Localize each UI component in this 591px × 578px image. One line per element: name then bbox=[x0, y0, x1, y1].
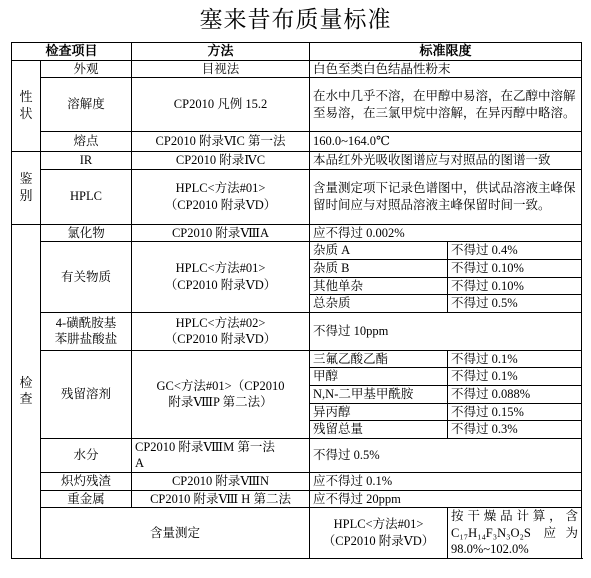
table-row bbox=[12, 152, 582, 170]
category-properties bbox=[12, 60, 41, 152]
sub-item-limit: 不得过 0.1% bbox=[448, 368, 582, 386]
method-line: A bbox=[135, 456, 145, 471]
method-line: （CP2010 附录ⅤD） bbox=[322, 533, 435, 548]
table-row bbox=[12, 78, 582, 132]
item-name: 熔点 bbox=[41, 132, 132, 152]
method-line: GC<方法#01>（CP2010 bbox=[156, 378, 285, 393]
method-line: HPLC<方法#01> bbox=[175, 261, 266, 276]
item-method: CP2010 附录ⅧN bbox=[132, 472, 310, 490]
item-name: IR bbox=[41, 152, 132, 170]
sub-item-name: N,N-二甲基甲酰胺 bbox=[310, 385, 448, 403]
sub-item-limit: 不得过 0.15% bbox=[448, 403, 582, 421]
item-limit: 应不得过 20ppm bbox=[310, 490, 582, 508]
method-line: HPLC<方法#01> bbox=[175, 181, 266, 196]
method-line: （CP2010 附录ⅤD） bbox=[164, 197, 277, 212]
item-limit: 应不得过 0.1% bbox=[310, 472, 582, 490]
item-name: 水分 bbox=[41, 438, 132, 472]
sub-item-limit: 不得过 0.088% bbox=[448, 385, 582, 403]
item-limit: 在水中几乎不溶，在甲醇中易溶，在乙醇中溶解至易溶，在三氯甲烷中溶解，在异丙醇中略溶。 bbox=[310, 78, 582, 132]
document-title: 塞来昔布质量标准 bbox=[199, 7, 392, 33]
table-row bbox=[12, 472, 582, 490]
table-row bbox=[12, 312, 582, 350]
table-row bbox=[12, 490, 582, 508]
table-row bbox=[12, 350, 582, 368]
sub-item-name: 残留总量 bbox=[310, 421, 448, 439]
item-method bbox=[132, 242, 310, 312]
sub-item-limit: 不得过 0.1% bbox=[448, 350, 582, 368]
item-method bbox=[132, 169, 310, 224]
item-method bbox=[310, 508, 448, 559]
item-limit: 白色至类白色结晶性粉末 bbox=[310, 60, 582, 78]
table-row bbox=[12, 438, 582, 472]
item-name: HPLC bbox=[41, 169, 132, 224]
item-name: 炽灼残渣 bbox=[41, 472, 132, 490]
item-method bbox=[132, 438, 310, 472]
name-line: 苯肼盐酸盐 bbox=[54, 332, 118, 347]
item-name: 含量测定 bbox=[41, 508, 310, 559]
category-label: 鉴别 bbox=[19, 171, 33, 203]
category-tests bbox=[12, 224, 41, 558]
sub-item-limit: 不得过 0.3% bbox=[448, 421, 582, 439]
item-method: CP2010 附录ⅧA bbox=[132, 224, 310, 242]
item-name: 重金属 bbox=[41, 490, 132, 508]
table-row bbox=[12, 242, 582, 260]
category-label: 性状 bbox=[19, 89, 33, 121]
item-name: 外观 bbox=[41, 60, 132, 78]
method-line: CP2010 附录ⅧM 第一法 bbox=[135, 439, 275, 454]
item-limit: 不得过 10ppm bbox=[310, 312, 582, 350]
sub-item-limit: 不得过 0.4% bbox=[448, 242, 582, 260]
item-name: 残留溶剂 bbox=[41, 350, 132, 438]
header-item: 检查项目 bbox=[12, 43, 132, 61]
method-line: （CP2010 附录ⅤD） bbox=[164, 332, 277, 347]
method-line: 附录ⅧP 第二法） bbox=[168, 395, 273, 410]
method-line: HPLC<方法#01> bbox=[333, 517, 424, 532]
sub-item-name: 甲醇 bbox=[310, 368, 448, 386]
table-row bbox=[12, 169, 582, 224]
item-method: CP2010 附录Ⅷ H 第二法 bbox=[132, 490, 310, 508]
table-row bbox=[12, 224, 582, 242]
item-limit: 本品红外光吸收图谱应与对照品的图谱一致 bbox=[310, 152, 582, 170]
sub-item-limit: 不得过 0.10% bbox=[448, 259, 582, 277]
sub-item-limit: 不得过 0.5% bbox=[448, 295, 582, 313]
sub-item-name: 杂质 B bbox=[310, 259, 448, 277]
sub-item-name: 三氟乙酸乙酯 bbox=[310, 350, 448, 368]
item-method: CP2010 凡例 15.2 bbox=[132, 78, 310, 132]
sub-item-name: 其他单杂 bbox=[310, 277, 448, 295]
item-limit: 160.0~164.0℃ bbox=[310, 132, 582, 152]
name-line: 4-磺酰胺基 bbox=[55, 315, 117, 330]
item-method: CP2010 附录ⅣC bbox=[132, 152, 310, 170]
category-label: 检查 bbox=[19, 374, 33, 407]
method-line: HPLC<方法#02> bbox=[175, 315, 266, 330]
item-method bbox=[132, 350, 310, 438]
item-limit: 按干燥品计算，含 C₁₇H₁₄F₃N₃O₂S 应为 98.0%~102.0% bbox=[448, 508, 582, 559]
category-identification bbox=[12, 152, 41, 225]
item-limit: 应不得过 0.002% bbox=[310, 224, 582, 242]
table-row bbox=[12, 132, 582, 152]
item-name: 有关物质 bbox=[41, 242, 132, 312]
table-row bbox=[12, 508, 582, 559]
sub-item-name: 杂质 A bbox=[310, 242, 448, 260]
item-limit: 含量测定项下记录色谱图中，供试品溶液主峰保留时间应与对照品溶液主峰保留时间一致。 bbox=[310, 169, 582, 224]
method-line: （CP2010 附录ⅤD） bbox=[164, 278, 277, 293]
header-limit: 标准限度 bbox=[310, 43, 582, 61]
item-name: 溶解度 bbox=[41, 78, 132, 132]
sub-item-name: 异丙醇 bbox=[310, 403, 448, 421]
header-method: 方法 bbox=[132, 43, 310, 61]
quality-standard-table bbox=[11, 42, 582, 559]
table-row bbox=[12, 60, 582, 78]
item-method bbox=[132, 312, 310, 350]
item-limit: 不得过 0.5% bbox=[310, 438, 582, 472]
sub-item-name: 总杂质 bbox=[310, 295, 448, 313]
table-header-row bbox=[12, 43, 582, 61]
item-name bbox=[41, 312, 132, 350]
item-method: CP2010 附录ⅥC 第一法 bbox=[132, 132, 310, 152]
item-method: 目视法 bbox=[132, 60, 310, 78]
item-name: 氯化物 bbox=[41, 224, 132, 242]
sub-item-limit: 不得过 0.10% bbox=[448, 277, 582, 295]
